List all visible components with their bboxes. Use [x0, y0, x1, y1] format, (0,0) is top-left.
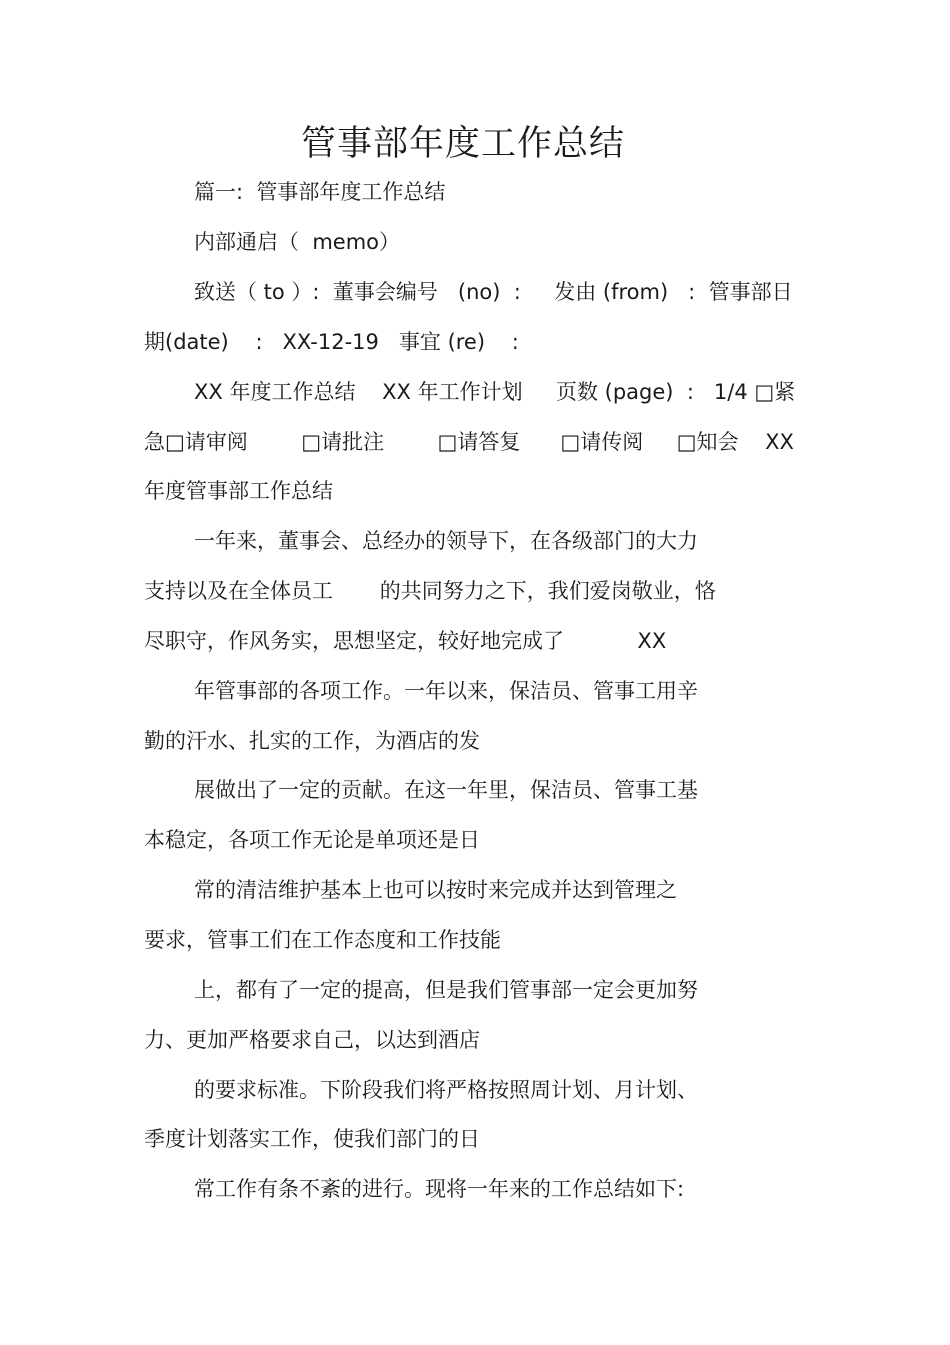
text-line: 一年来，董事会、总经办的领导下，在各级部门的大力 [194, 529, 698, 553]
text-line: 季度计划落实工作，使我们部门的日 [144, 1127, 480, 1151]
text-line: 篇一: 管事部年度工作总结 [194, 180, 446, 204]
text-line: 展做出了一定的贡献。在这一年里，保洁员、管事工基 [194, 778, 698, 802]
text-line: XX 年度工作总结 XX 年工作计划 页数 (page) : 1/4 □紧 [194, 380, 796, 404]
text-line: 年度管事部工作总结 [144, 479, 333, 503]
text-line: 常的清洁维护基本上也可以按时来完成并达到管理之 [194, 878, 677, 902]
text-line: 力、更加严格要求自己，以达到酒店 [144, 1028, 480, 1052]
text-line: 致送（ to ）: 董事会编号 (no) : 发由 (from) : 管事部日 [194, 280, 793, 304]
text-line: 常工作有条不紊的进行。现将一年来的工作总结如下: [194, 1177, 685, 1201]
text-line: 上，都有了一定的提高，但是我们管事部一定会更加努 [194, 978, 698, 1002]
text-line: 急□请审阅 □请批注 □请答复 □请传阅 □知会 XX [144, 430, 794, 454]
text-line: 期(date) : XX-12-19 事宜 (re) : [144, 330, 519, 354]
text-line: 尽职守，作风务实，思想坚定，较好地完成了 XX [144, 629, 667, 653]
text-line: 支持以及在全体员工 的共同努力之下，我们爱岗敬业，恪 [144, 579, 716, 603]
text-line: 的要求标准。下阶段我们将严格按照周计划、月计划、 [194, 1078, 698, 1102]
text-line: 要求，管事工们在工作态度和工作技能 [144, 928, 501, 952]
text-line: 年管事部的各项工作。一年以来，保洁员、管事工用辛 [194, 679, 698, 703]
text-line: 勤的汗水、扎实的工作，为酒店的发 [144, 729, 480, 753]
text-line: 内部通启（ memo） [194, 230, 401, 254]
text-line: 本稳定，各项工作无论是单项还是日 [144, 828, 480, 852]
document-title: 管事部年度工作总结 [300, 124, 625, 164]
